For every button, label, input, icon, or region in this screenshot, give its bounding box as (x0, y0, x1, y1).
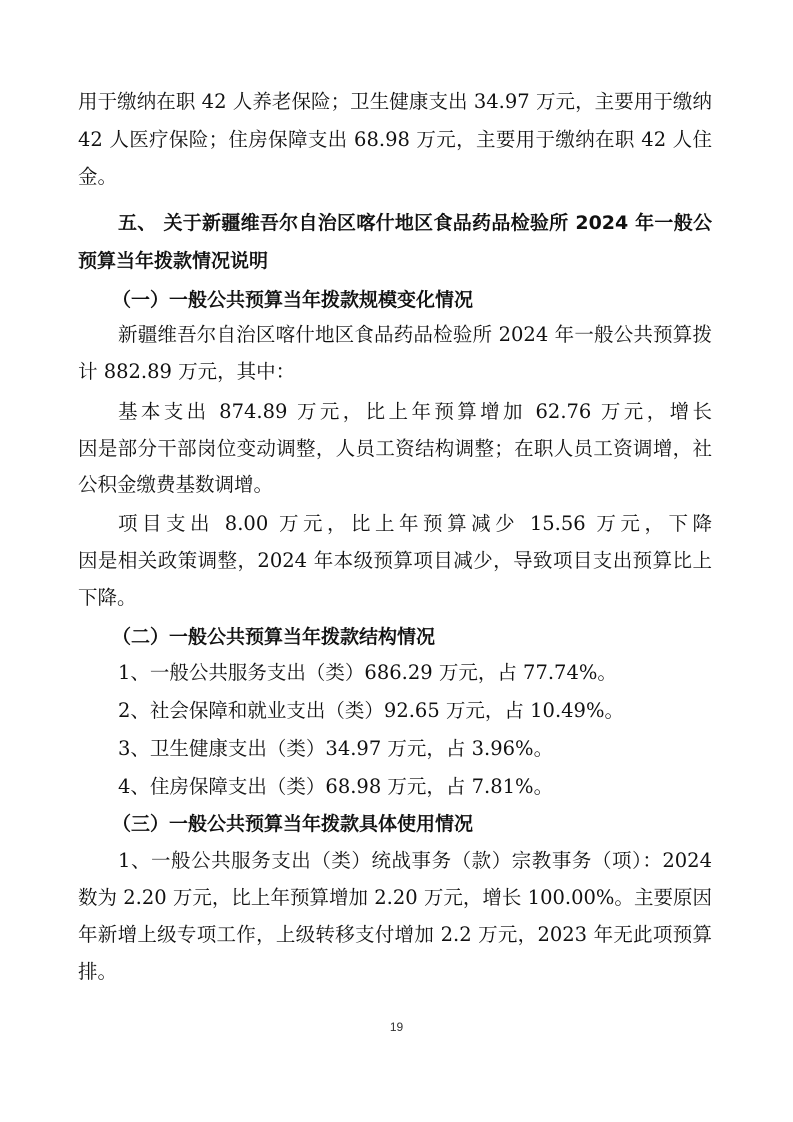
page-number: 19 (389, 1020, 404, 1034)
paragraph-line: 公积金缴费基数调增。 (78, 473, 274, 496)
paragraph-line: 排。 (78, 960, 118, 983)
list-item: 3、卫生健康支出（类）34.97 万元，占 3.96%。 (118, 737, 554, 760)
paragraph-line: 42 人医疗保险；住房保障支出 68.98 万元，主要用于缴纳在职 42 人住 (78, 128, 712, 151)
paragraph-line: 计 882.89 万元，其中： (78, 360, 296, 383)
section-heading: 五、 关于新疆维吾尔自治区喀什地区食品药品检验所 2024 年一般公 (118, 212, 712, 234)
paragraph-line: 因是相关政策调整，2024 年本级预算项目减少，导致项目支出预算比上 (78, 549, 712, 572)
subsection-heading-2: （二）一般公共预算当年拨款结构情况 (112, 626, 436, 648)
paragraph-line: 新疆维吾尔自治区喀什地区食品药品检验所 2024 年一般公共预算拨 (118, 323, 712, 346)
list-item: 2、社会保障和就业支出（类）92.65 万元，占 10.49%。 (118, 699, 624, 722)
list-item: 4、住房保障支出（类）68.98 万元，占 7.81%。 (118, 775, 554, 798)
paragraph-line: 用于缴纳在职 42 人养老保险；卫生健康支出 34.97 万元，主要用于缴纳 (78, 90, 712, 113)
paragraph-line: 基本支出 874.89 万元，比上年预算增加 62.76 万元，增长 (118, 400, 712, 423)
paragraph-line: 数为 2.20 万元，比上年预算增加 2.20 万元，增长 100.00%。主要原因 (78, 886, 712, 909)
paragraph-line: 下降。 (78, 586, 137, 609)
list-item: 1、一般公共服务支出（类）686.29 万元，占 77.74%。 (118, 661, 617, 684)
subsection-heading-3: （三）一般公共预算当年拨款具体使用情况 (112, 813, 474, 835)
paragraph-line: 年新增上级专项工作，上级转移支付增加 2.2 万元，2023 年无此项预算 (78, 923, 712, 946)
paragraph-line: 项目支出 8.00 万元，比上年预算减少 15.56 万元，下降 (118, 512, 712, 535)
subsection-heading-1: （一）一般公共预算当年拨款规模变化情况 (112, 289, 474, 311)
paragraph-line: 金。 (78, 165, 118, 188)
paragraph-line: 因是部分干部岗位变动调整，人员工资结构调整；在职人员工资调增，社 (78, 437, 712, 460)
section-heading-cont: 预算当年拨款情况说明 (78, 250, 269, 272)
paragraph-line: 1、一般公共服务支出（类）统战事务（款）宗教事务（项）：2024 (118, 849, 712, 872)
